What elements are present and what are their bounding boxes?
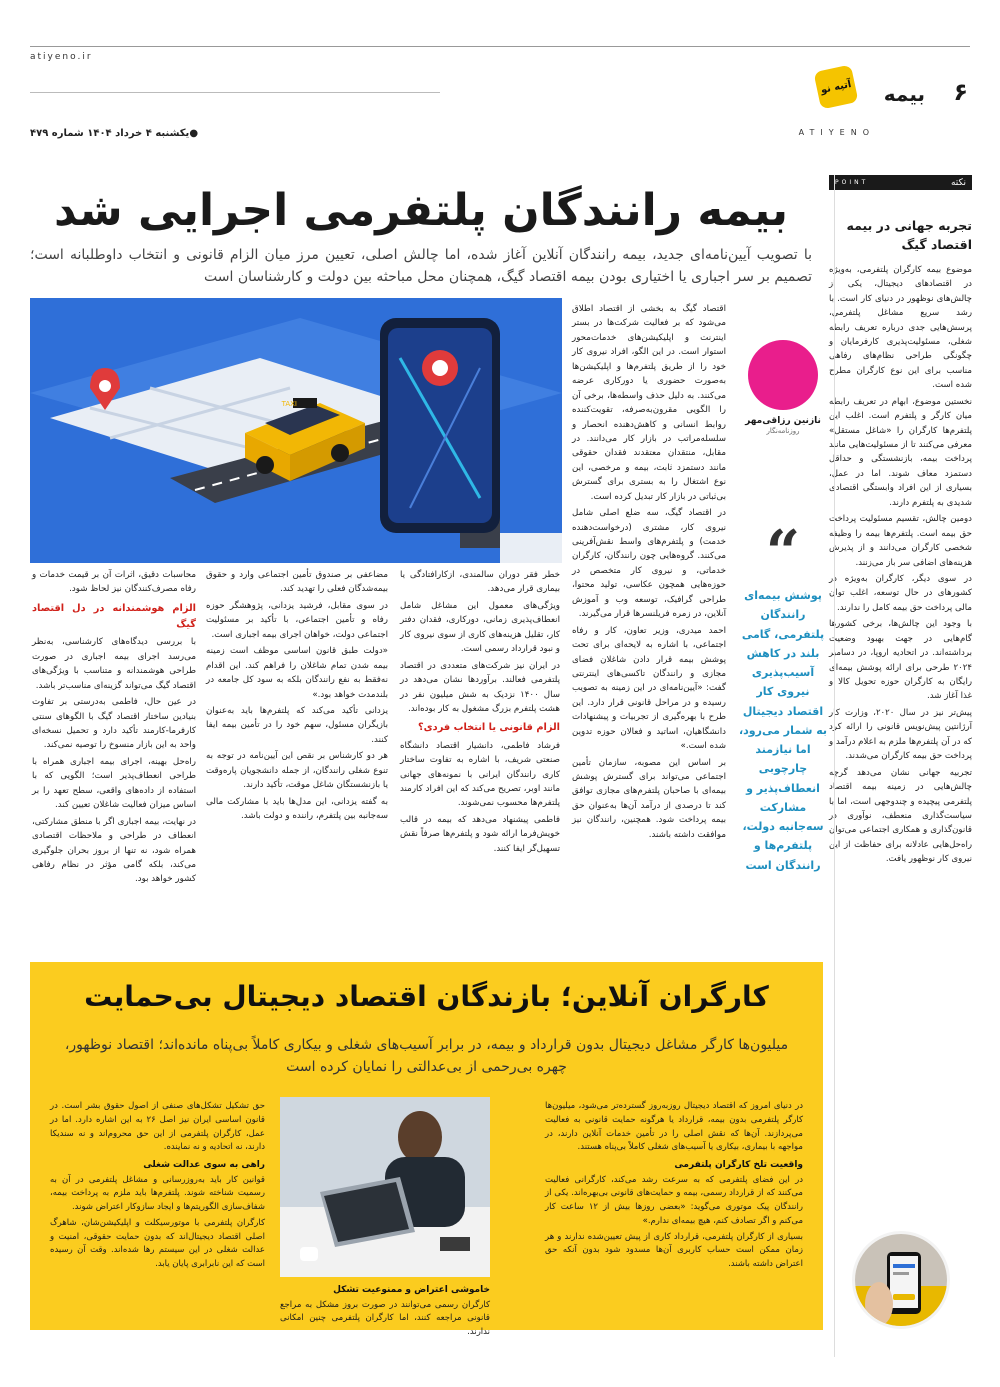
article-subhead: الزام هوشمندانه در دل اقتصاد گیگ [32, 602, 196, 631]
brand-logo [797, 62, 875, 112]
feature-paragraph: قوانین کار باید به‌روزرسانی و مشاغل پلتفرمی در آن به رسمیت شناخته شوند. پلتفرم‌ها باید ملزم به پرداخت بیمه، شفاف‌سازی الگوریتم‌ها و ایجاد سازوکار اعتراض شوند. [50, 1174, 265, 1213]
article-subhead: الزام قانونی یا انتخاب فردی؟ [418, 722, 560, 734]
note-tag-label: نکته [950, 177, 966, 188]
sidebar-note [829, 175, 972, 1357]
top-rule [30, 46, 970, 47]
article-column-4 [32, 568, 196, 885]
article-paragraph: احمد میدری، وزیر تعاون، کار و رفاه اجتماعی، با اشاره به لایحه‌ای برای تحت پوشش بیمه قرار دادن شاغلان فضای مجازی و رانندگان تاکسی‌های اینترنتی گفت: «آیین‌نامه‌ای در این زمینه به تصویب رسیده و در مراحل قانونی قرار دارد. این طرح با بهره‌گیری از تجربیات و پیشنهادات دانشگاهیان، اساتید و فعالان حوزه تدوین شده است.» [572, 625, 726, 752]
article-paragraph: به گفته یزدانی، این مدل‌ها باید با مشارکت مالی سه‌جانبه بین پلتفرم، راننده و دولت باشد. [206, 796, 388, 821]
feature-title: کارگران آنلاین؛ بازندگان اقتصاد دیجیتال بی‌حمایت [84, 980, 769, 1013]
author-avatar [748, 340, 818, 410]
author-name: نازنین رزاقی‌مهر [745, 416, 821, 426]
sidebar-paragraph: نخستین موضوع، ابهام در تعریف رابطه میان کارگر و پلتفرم است. اغلب این پلتفرم‌ها کارگران را «شاغل مستقل» معرفی می‌کنند تا از مسئولیت‌هایی مانند پرداخت بیمه، بازنشستگی و حداقل دستمزد معاف شوند. اما در عمل، بسیاری از این افراد وابستگی اقتصادی شدیدی به پلتفرم دارند. [829, 396, 972, 508]
feature-lead: میلیون‌ها کارگر مشاغل دیجیتال بدون قرارداد و بیمه، در برابر آسیب‌های شغلی و بیکاری کاملاً بی‌پناه مانده‌اند؛ اقتصاد نوظهور، چهره بی‌رحمی از بی‌عدالتی را نمایان کرده است [64, 1037, 789, 1076]
note-tag-latin: POINT [835, 179, 869, 186]
feature-box [30, 962, 823, 1338]
issue-date: ●یکشنبه ۴ خرداد ۱۴۰۴ شماره ۴۷۹ [30, 128, 199, 139]
author-role: روزنامه‌نگار [766, 427, 800, 435]
header-rule [30, 92, 440, 93]
pull-quote-text: پوشش بیمه‌ای رانندگان پلتفرمی، گامی بلند در کاهش آسیب‌پذیری نیروی کار اقتصاد دیجیتال به شمار می‌رود، اما نیازمند چارچوبی انعطاف‌پذیر و مشارکت سه‌جانبه دولت، پلتفرم‌ها و رانندگان است [738, 589, 828, 872]
article-column-1 [572, 302, 726, 840]
feature-paragraph: در این فضای پلتفرمی که به سرعت رشد می‌کند، کارگرانی فعالیت می‌کنند که از قرارداد رسمی، بیمه و حمایت‌های قانونی بی‌بهره‌اند. یکی از رانندگان پیک موتوری می‌گوید: «بعضی روزها بیش از ۱۲ ساعت کار می‌کنم و اگر تصادف کنم، هیچ بیمه‌ای ندارم.» [545, 1174, 804, 1226]
sidebar-paragraph: تجربیه جهانی نشان می‌دهد گرچه چالش‌هایی در زمینه بیمه اقتصاد پلتفرمی پیچیده و چندوجهی است، اما با سیاست‌گذاری منعطف، نوآوری در قانون‌گذاری و همکاری اجتماعی می‌توان راه‌حل‌هایی عادلانه برای حفاظت از این نیروی کار نوظهور یافت. [829, 767, 972, 865]
feature-subhead: واقعیت تلخ کارگران پلتفرمی [674, 1160, 803, 1171]
article-paragraph: «دولت طبق قانون اساسی موظف است زمینه بیمه شدن تمام شاغلان را فراهم کند. این اقدام نه‌فقط به نفع رانندگان بلکه به سود کل جامعه در بلندمدت خواهد بود.» [206, 646, 388, 700]
pull-quote [738, 518, 828, 875]
article-column-3 [206, 568, 388, 821]
article-paragraph: در اقتصاد گیگ، سه ضلع اصلی شامل نیروی کار، مشتری (درخواست‌دهنده خدمت) و پلتفرم‌های واسط نقش‌آفرینی می‌کنند. گروه‌هایی چون رانندگان، کارگران خدماتی، و نیروی کار متخصص در حوزه‌هایی همچون عکاسی، تولید محتوا، طراحی گرافیک، توسعه وب و آموزش آنلاین، در زمره فریلنسرها قرار می‌گیرند. [572, 508, 726, 620]
article-column-2 [400, 568, 560, 854]
lead-paragraph: با تصویب آیین‌نامه‌ای جدید، بیمه رانندگان آنلاین آغاز شده، اما چالش اصلی، تعیین مرز میان الزام قانونی و انتخاب داوطلبانه است؛ تصمیم بر سر اجباری یا اختیاری بودن بیمه اقتصاد گیگ، همچنان محل مباحثه بین دولت و کارشناسان است [30, 247, 812, 285]
feature-photo [280, 1097, 490, 1277]
sidebar-title: تجربه جهانی در بیمه اقتصاد گیگ [846, 218, 972, 253]
article-paragraph: ویژگی‌های معمول این مشاغل شامل انعطاف‌پذیری زمانی، دورکاری، فقدان دفتر کار، تقلیل هزینه‌های کاری از سوی نیروی کار و نبود قرارداد رسمی است. [400, 600, 560, 655]
taxi-sign: TAXI [281, 400, 297, 408]
sidebar-paragraph: با وجود این چالش‌ها، برخی کشورها گام‌هایی در جهت بهبود وضعیت برداشته‌اند. در اتحادیه اروپا، در دسامبر ۲۰۲۴ طرحی برای ارائه پوشش بیمه‌ای رایگان به کارگران حوزه تحویل کالا و غذا آغاز شد. [829, 619, 972, 702]
note-tag [829, 175, 972, 190]
section-name: بیمه [883, 82, 925, 106]
feature-paragraph: بسیاری از کارگران پلتفرمی، قرارداد کاری از پیش تعیین‌شده ندارند و هر زمان ممکن است حساب کاربری آن‌ها مسدود شود بدون آنکه حق اعتراض داشته باشند. [545, 1231, 803, 1270]
article-paragraph: هر دو کارشناس بر نقص این آیین‌نامه در توجه به تنوع شغلی رانندگان، از جمله دانشجویان پاره‌وقت یا بازنشستگان شاغل موقت، تأکید دارند. [206, 751, 388, 791]
article-paragraph: اقتصاد گیگ به بخشی از اقتصاد اطلاق می‌شود که بر فعالیت شرکت‌ها در بستر اینترنت و اپلیکیشن‌های خدمات‌محور استوار است. در این الگو، افراد نیروی کار خود را از طریق پلتفرم‌ها و اپلیکیشن‌ها به‌صورت حضوری یا دورکاری عرضه می‌کنند. به دلیل حذف واسطه‌ها، برخی آن را الگویی مقرون‌به‌صرفه، تقویت‌کننده روابط انسانی و کاهش‌دهنده انحصار و سلسله‌مراتب در بازار کار می‌دانند. در مقابل، منتقدان معتقدند فقدان حقوقی مانند دستمزد ثابت، بیمه و مرخصی، این نوع اشتغال را به بستری برای گسترش بی‌ثباتی در بازار کار تبدیل کرده است. [572, 304, 726, 502]
sidebar-body [829, 263, 972, 867]
laptop-worker-photo [280, 1097, 490, 1277]
article-paragraph: بر اساس این مصوبه، سازمان تأمین اجتماعی می‌تواند برای گسترش پوشش بیمه‌ای با صاحبان پلتفرم‌های مجازی توافق کند تا درصدی از درآمد آن‌ها به‌عنوان حق بیمه پرداخت شود. همچنین، رانندگان نیز موافقت داشته باشند. [572, 757, 726, 840]
article-paragraph: فاطمی پیشنهاد می‌دهد که بیمه در قالب خویش‌فرما ارائه شود و پلتفرم‌ها صرفاً نقش تسهیل‌گر ایفا کنند. [400, 814, 560, 854]
feature-column-2 [280, 1280, 490, 1338]
feature-column-3 [50, 1100, 265, 1315]
sidebar-paragraph: در سوی دیگر، کارگران به‌ویژه در کشورهای در حال توسعه، اغلب توان مالی پرداخت حق بیمه کامل را ندارند. [829, 573, 972, 613]
article-paragraph: در عین حال، فاطمی به‌درستی بر تفاوت بنیادین ساختار اقتصاد گیگ با الگوهای سنتی کارفرما-کارمند تأکید دارد و تحمیل نسخه‌ای واحد به این بازار منسوخ را توصیه نمی‌کند. [32, 697, 196, 751]
article-paragraph: خطر فقر دوران سالمندی، ازکارافتادگی یا بیماری قرار می‌دهد. [400, 570, 560, 595]
feature-paragraph: حق تشکیل تشکل‌های صنفی از اصول حقوق بشر است. در قانون اساسی ایران نیز اصل ۲۶ به این اشاره دارد. اما در عمل، کارگران پلتفرمی از این حق محروم‌اند و نه سندیکا دارند، نه اتحادیه و نه نماینده. [50, 1101, 265, 1153]
article-paragraph: در ایران نیز شرکت‌های متعددی در اقتصاد پلتفرمی فعالند. برآوردها نشان می‌دهد در سال ۱۴۰۰ نزدیک به شش میلیون نفر در هشت پلتفرم بزرگ مشغول به کار بوده‌اند. [400, 660, 560, 714]
brand-logo-mark: آتیه نو [813, 64, 858, 109]
sidebar-paragraph: موضوع بیمه کارگران پلتفرمی، به‌ویژه در اقتصادهای دیجیتال، یکی از چالش‌های نوظهور در دنیای کار است. با رشد سریع مشاغل پلتفرمی، پرسش‌هایی جدی درباره تعریف رابطه شغلی، مسئولیت‌پذیری کارفرمایان و چگونگی طراحی نظام‌های رفاهی مناسب برای این نوع کارگران مطرح شده است. [829, 264, 972, 391]
feature-column-1 [545, 1100, 803, 1315]
article-paragraph: محاسبات دقیق، اثرات آن بر قیمت خدمات و رفاه مصرف‌کنندگان نیز لحاظ شود. [32, 570, 196, 595]
article-paragraph: در سوی مقابل، فرشید یزدانی، پژوهشگر حوزه رفاه و تأمین اجتماعی، با تأکید بر مسئولیت اجتماعی دولت، خواهان اجرای بیمه اجباری است. [206, 600, 388, 640]
page-number: ۶ [953, 78, 968, 106]
main-illustration [30, 298, 562, 563]
article-paragraph: در نهایت، بیمه اجباری اگر با منطق مشارکتی، انعطاف در طراحی و ملاحظات اقتصادی همراه شود، نه تنها از بروز بحران جلوگیری می‌کند، بلکه گامی مؤثر در نظام رفاهی کشور خواهد بود. [32, 816, 196, 885]
feature-subhead: راهی به سوی عدالت شغلی [143, 1160, 265, 1171]
author-block [738, 340, 828, 435]
feature-paragraph: کارگران پلتفرمی با موتورسیکلت و اپلیکیشن‌شان، شاهرگ اصلی اقتصاد دیجیتال‌اند که بدون حمایت حقوقی، امنیت و عدالت شغلی در این سیستم رها شده‌اند. وقت آن رسیده است که این نابرابری پایان یابد. [50, 1217, 265, 1270]
feature-paragraph: کارگران رسمی می‌توانند در صورت بروز مشکل به مراجع قانونی مراجعه کنند، اما کارگران پلتفرمی چنین امکانی ندارند. [280, 1299, 490, 1338]
brand-latin: ATIYENO [798, 128, 875, 137]
feature-paragraph: در دنیای امروز که اقتصاد دیجیتال روزبه‌روز گسترده‌تر می‌شود، میلیون‌ها کارگر پلتفرمی بدون بیمه، قرارداد یا هرگونه حمایت قانونی به فعالیت می‌پردازند. آن‌ها که نقش اصلی را در تأمین خدمات آنلاین دارند، در مواجهه با بیماری، بیکاری یا آسیب‌های شغلی کاملاً بی‌پناه هستند. [545, 1101, 803, 1153]
taxi-map-illustration [30, 298, 562, 563]
sidebar-photo [852, 1231, 950, 1329]
column-divider [834, 175, 835, 1357]
article-paragraph: مضاعفی بر صندوق تأمین اجتماعی وارد و حقوق بیمه‌شدگان فعلی را تهدید کند. [206, 570, 388, 595]
headline: بیمه رانندگان پلتفرمی اجرایی شد [53, 185, 789, 236]
article-paragraph: راه‌حل بهینه، اجرای بیمه اجباری همراه با طراحی انعطاف‌پذیر است؛ الگویی که با استفاده از داده‌های واقعی، سطح تعهد را بر اساس میزان فعالیت شاغلان تعیین کند. [32, 756, 196, 811]
article-paragraph: فرشاد فاطمی، دانشیار اقتصاد دانشگاه صنعتی شریف، با اشاره به تفاوت ساختار کاری رانندگان ایرانی با نمونه‌های جهانی مانند اوبر، تصریح می‌کند که این افراد کارمند پلتفرم‌ها محسوب نمی‌شوند. [400, 740, 560, 809]
article-paragraph: یزدانی تأکید می‌کند که پلتفرم‌ها باید به‌عنوان بازیگران مسئول، سهم خود را در تأمین بیمه ایفا کنند. [206, 705, 388, 745]
quote-mark-icon: “ [765, 518, 801, 588]
phone-taxi-illustration [852, 1234, 947, 1329]
article-paragraph: با بررسی دیدگاه‌های کارشناسی، به‌نظر می‌رسد اجرای بیمه اجباری در صورت طراحی هوشمندانه و متناسب با ویژگی‌های اقتصاد گیگ می‌تواند گزینه‌ای مناسب‌تر باشد. [32, 637, 196, 691]
sidebar-paragraph: دومین چالش، تقسیم مسئولیت پرداخت حق بیمه است. پلتفرم‌ها بیمه را وظیفه شخصی کارگران می‌دانند و از پذیرش هزینه‌های اضافی سر باز می‌زنند. [829, 514, 972, 568]
sidebar-paragraph: پیش‌تر نیز در سال ۲۰۲۰، وزارت کار آرژانتین پیش‌نویس قانونی را ارائه کرد که در آن پلتفرم‌ها ملزم به اعلام درآمد و پرداخت حق بیمه کارگران می‌شدند. [829, 707, 972, 762]
feature-subhead: خاموشی اعتراض و ممنوعیت تشکل [333, 1285, 490, 1295]
page-url[interactable]: atiyeno.ir [30, 52, 93, 62]
